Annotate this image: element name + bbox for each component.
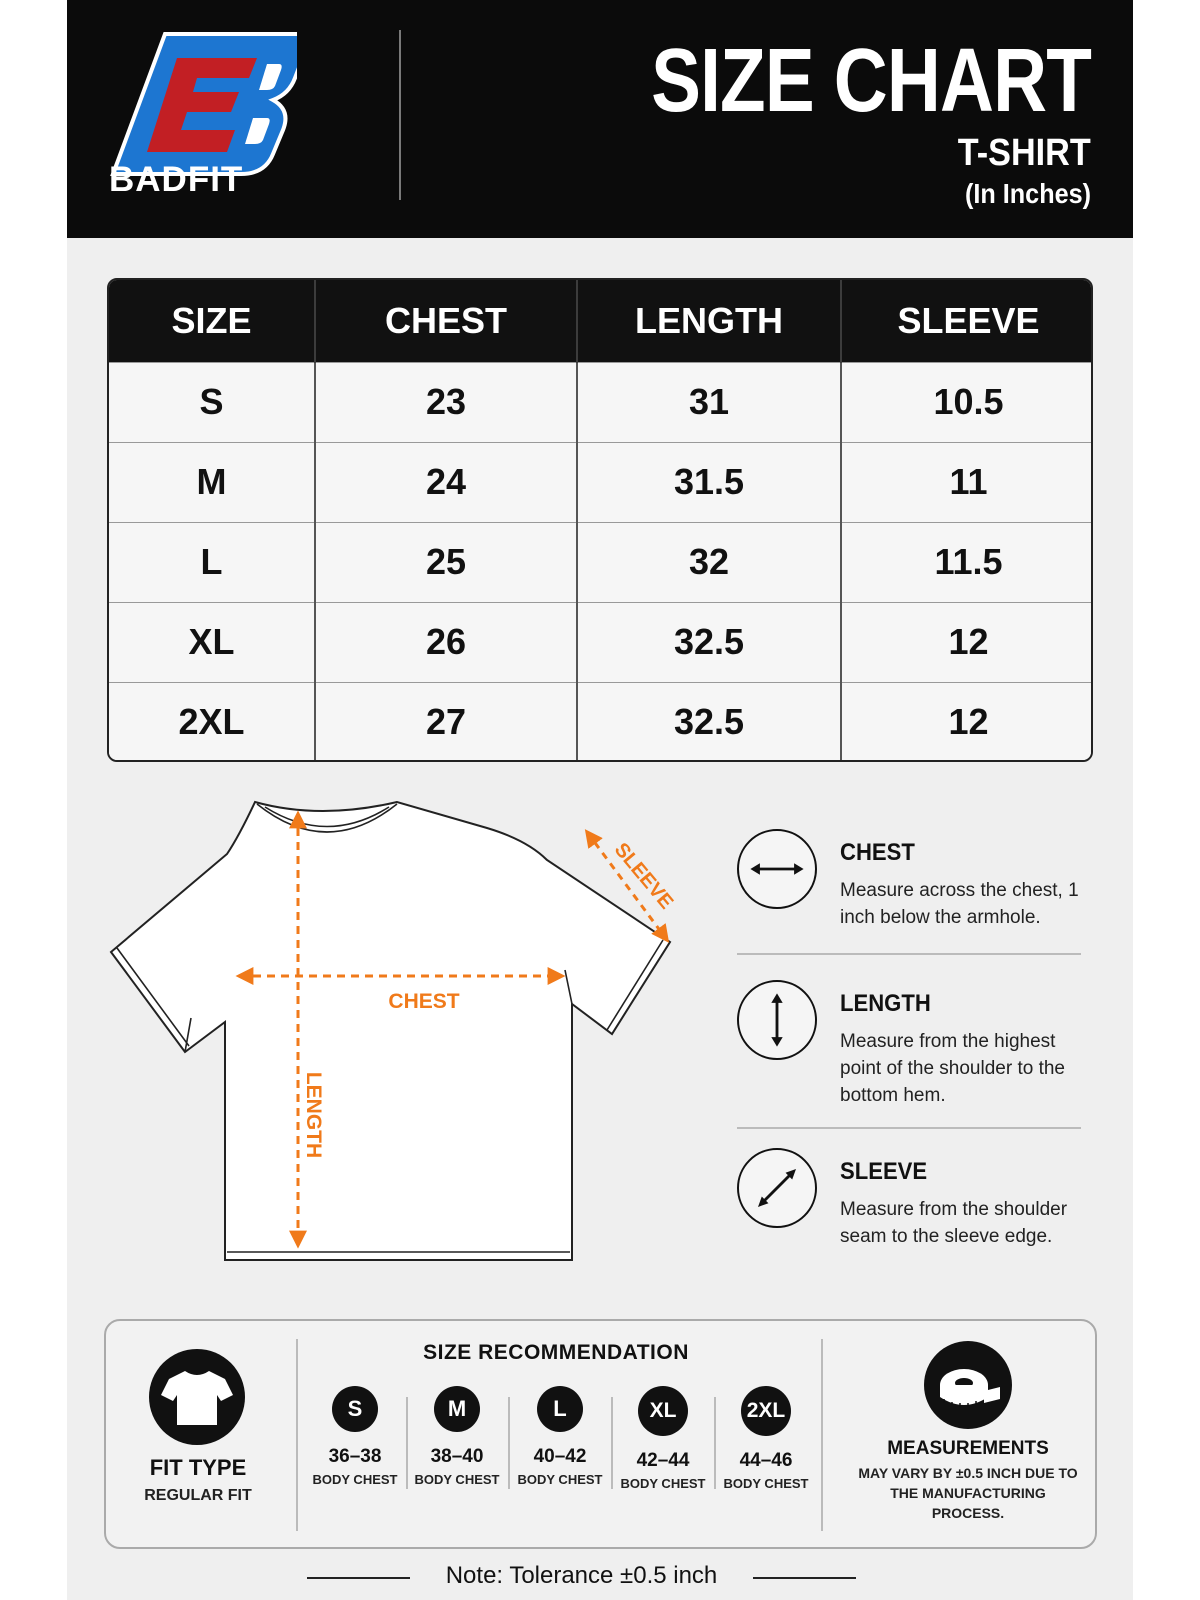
brand-name: BADFIT: [109, 160, 244, 199]
header: [67, 0, 1133, 238]
diagonal-arrow-icon: [737, 1148, 817, 1228]
guide-description: Measure from the highest point of the shoulder to the bottom hem.: [840, 1031, 1065, 1106]
size-cell: M: [109, 442, 315, 522]
guide-description: Measure across the chest, 1 inch below the armhole.: [840, 880, 1079, 928]
measuring-tape-icon: [924, 1341, 1012, 1429]
size-badge: M: [434, 1386, 480, 1432]
chest-cell: 26: [315, 602, 577, 682]
chest-range-label: BODY CHEST: [517, 1472, 603, 1487]
units-label: (In Inches): [964, 178, 1091, 209]
info-panel: [104, 1319, 1097, 1549]
guide-title: CHEST: [840, 839, 915, 866]
table-header-row: [109, 280, 1093, 362]
chest-range-label: BODY CHEST: [620, 1476, 706, 1491]
chest-cell: 25: [315, 522, 577, 602]
length-cell: 32.5: [577, 602, 841, 682]
recommendation-item: [509, 1386, 611, 1487]
guide-divider: [737, 1127, 1081, 1129]
chest-cell: 27: [315, 682, 577, 762]
size-cell: XL: [109, 602, 315, 682]
size-chart-sheet: [67, 0, 1133, 1600]
size-cell: S: [109, 362, 315, 442]
length-cell: 31: [577, 362, 841, 442]
recommendation-item: [612, 1386, 714, 1491]
chest-cell: 23: [315, 362, 577, 442]
table-row: [109, 442, 1093, 522]
chest-range: 40–42: [533, 1446, 587, 1467]
length-cell: 32.5: [577, 682, 841, 762]
vertical-arrow-icon: [737, 980, 817, 1060]
guide-title: SLEEVE: [840, 1158, 928, 1185]
fit-type-title: FIT TYPE: [149, 1455, 247, 1480]
chest-range-label: BODY CHEST: [723, 1476, 809, 1491]
chest-measure-label: CHEST: [388, 990, 460, 1013]
tshirt-outline: [111, 802, 670, 1260]
table-row: [109, 522, 1093, 602]
guide-title: LENGTH: [840, 990, 931, 1017]
length-measure-label: LENGTH: [302, 1071, 325, 1159]
chest-range-label: BODY CHEST: [414, 1472, 500, 1487]
page-subtitle: T-SHIRT: [957, 132, 1091, 174]
guide-divider: [737, 953, 1081, 955]
chest-cell: 24: [315, 442, 577, 522]
column-header-length: LENGTH: [577, 280, 841, 362]
tolerance-note: Note: Tolerance ±0.5 inch: [445, 1562, 718, 1589]
tshirt-diagram: [107, 790, 687, 1290]
note-divider-right: [753, 1577, 856, 1579]
sleeve-cell: 11: [841, 442, 1093, 522]
size-badge: L: [537, 1386, 583, 1432]
sleeve-cell: 11.5: [841, 522, 1093, 602]
horizontal-arrow-icon: [737, 829, 817, 909]
sleeve-cell: 12: [841, 682, 1093, 762]
table-row: [109, 602, 1093, 682]
column-header-size: SIZE: [109, 280, 315, 362]
table-row: [109, 362, 1093, 442]
measurements-description: MAY VARY BY ±0.5 INCH DUE TO THE MANUFACTURING PROCESS.: [858, 1465, 1078, 1521]
table-row: [109, 682, 1093, 762]
size-badge: S: [332, 1386, 378, 1432]
chest-range: 42–44: [636, 1450, 690, 1471]
recommendation-item: [304, 1386, 406, 1487]
sleeve-cell: 10.5: [841, 362, 1093, 442]
size-badge: XL: [638, 1386, 688, 1436]
guide-description: Measure from the shoulder seam to the sleeve edge.: [840, 1199, 1068, 1247]
size-recommendation-title: SIZE RECOMMENDATION: [423, 1341, 689, 1364]
column-header-sleeve: SLEEVE: [841, 280, 1093, 362]
column-header-chest: CHEST: [315, 280, 577, 362]
size-cell: 2XL: [109, 682, 315, 762]
fit-type-value: REGULAR FIT: [144, 1487, 252, 1504]
chest-range: 38–40: [430, 1446, 484, 1467]
panel-divider: [821, 1339, 823, 1531]
sleeve-cell: 12: [841, 602, 1093, 682]
length-cell: 32: [577, 522, 841, 602]
size-badge: 2XL: [741, 1386, 791, 1436]
tshirt-icon: [149, 1349, 245, 1445]
header-divider: [399, 30, 401, 200]
length-cell: 31.5: [577, 442, 841, 522]
recommendation-item: [715, 1386, 817, 1491]
recommendation-item: [406, 1386, 508, 1487]
size-cell: L: [109, 522, 315, 602]
size-table: [107, 278, 1093, 762]
chest-range-label: BODY CHEST: [312, 1472, 398, 1487]
panel-divider: [296, 1339, 298, 1531]
page-title: SIZE CHART: [651, 31, 1091, 131]
note-divider-left: [307, 1577, 410, 1579]
chest-range: 36–38: [328, 1446, 382, 1467]
sleeve-measure-label: SLEEVE: [609, 838, 678, 914]
measurements-title: MEASUREMENTS: [887, 1438, 1049, 1459]
chest-range: 44–46: [739, 1450, 793, 1471]
